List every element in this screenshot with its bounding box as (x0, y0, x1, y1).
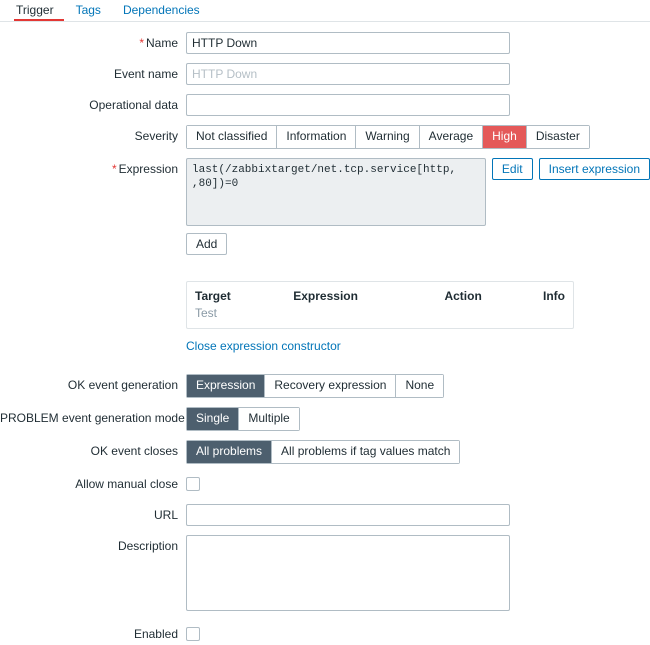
insert-expression-button[interactable]: Insert expression (539, 158, 650, 180)
ok-event-closes-option-tag-values-match[interactable]: All problems if tag values match (272, 441, 459, 463)
required-marker-name: * (139, 36, 144, 50)
severity-option-not-classified[interactable]: Not classified (187, 126, 277, 148)
ok-event-generation-option-none[interactable]: None (396, 375, 443, 397)
row-ok-event-closes (0, 440, 650, 464)
url-input[interactable] (186, 504, 510, 526)
ok-event-generation-option-expression[interactable]: Expression (187, 375, 265, 397)
url-label: URL (153, 508, 178, 522)
severity-option-information[interactable]: Information (277, 126, 356, 148)
operational-data-input[interactable] (186, 94, 510, 116)
row-url (0, 504, 650, 526)
enabled-label: Enabled (133, 627, 178, 641)
ok-event-closes-label: OK event closes (90, 444, 178, 458)
description-textarea[interactable] (186, 535, 510, 611)
table-header-row (187, 282, 573, 306)
column-expression: Expression (293, 289, 358, 303)
problem-event-mode-option-single[interactable]: Single (187, 408, 239, 430)
ok-event-closes-option-all-problems[interactable]: All problems (187, 441, 272, 463)
column-target: Target (195, 289, 231, 303)
close-expression-constructor-link[interactable]: Close expression constructor (186, 339, 341, 353)
allow-manual-close-label: Allow manual close (75, 477, 178, 491)
severity-option-average[interactable]: Average (420, 126, 483, 148)
expression-textarea[interactable] (186, 158, 486, 226)
ok-event-generation-label: OK event generation (67, 378, 178, 392)
tab-dependencies[interactable]: Dependencies (122, 3, 200, 17)
problem-event-mode-option-multiple[interactable]: Multiple (239, 408, 298, 430)
edit-expression-button[interactable]: Edit (492, 158, 533, 180)
event-name-input[interactable] (186, 63, 510, 85)
allow-manual-close-checkbox[interactable] (186, 477, 200, 491)
row-ok-event-generation (0, 374, 650, 398)
required-marker-expression: * (111, 162, 117, 176)
add-button[interactable]: Add (186, 233, 227, 255)
ok-event-closes-segmented-control (186, 440, 460, 464)
severity-segmented-control (186, 125, 590, 149)
description-label: Description (117, 539, 178, 553)
expression-label: * Expression (111, 162, 178, 176)
row-operational-data (0, 94, 650, 116)
cell-expression (285, 306, 436, 328)
column-action: Action (444, 289, 482, 303)
name-input[interactable] (186, 32, 510, 54)
severity-option-high[interactable]: High (483, 126, 527, 148)
ok-event-generation-segmented-control (186, 374, 444, 398)
close-constructor-row (186, 339, 650, 353)
severity-option-warning[interactable]: Warning (356, 126, 419, 148)
name-label: * Name (139, 36, 178, 50)
column-info: Info (543, 289, 565, 303)
row-allow-manual-close (0, 473, 650, 495)
row-description (0, 535, 650, 614)
event-name-label: Event name (113, 67, 178, 81)
tab-tags[interactable]: Tags (75, 3, 101, 17)
tab-trigger[interactable]: Trigger (14, 3, 64, 21)
tab-bar (0, 0, 650, 22)
enabled-checkbox[interactable] (186, 627, 200, 641)
operational-data-label: Operational data (89, 98, 178, 112)
cell-action (436, 306, 535, 328)
form-body (0, 22, 650, 641)
problem-event-generation-mode-segmented-control (186, 407, 300, 431)
table-row (187, 306, 573, 328)
cell-target: Test (195, 306, 218, 320)
row-enabled (0, 623, 650, 641)
cell-info (535, 306, 573, 328)
row-severity (0, 125, 650, 149)
row-expression (0, 158, 650, 365)
severity-option-disaster[interactable]: Disaster (527, 126, 589, 148)
expression-constructor-table (186, 281, 574, 329)
row-problem-event-generation-mode (0, 407, 650, 431)
row-event-name (0, 63, 650, 85)
severity-label: Severity (134, 129, 178, 143)
ok-event-generation-option-recovery-expression[interactable]: Recovery expression (265, 375, 396, 397)
problem-event-generation-mode-label: PROBLEM event generation mode (0, 411, 185, 425)
row-name (0, 32, 650, 54)
